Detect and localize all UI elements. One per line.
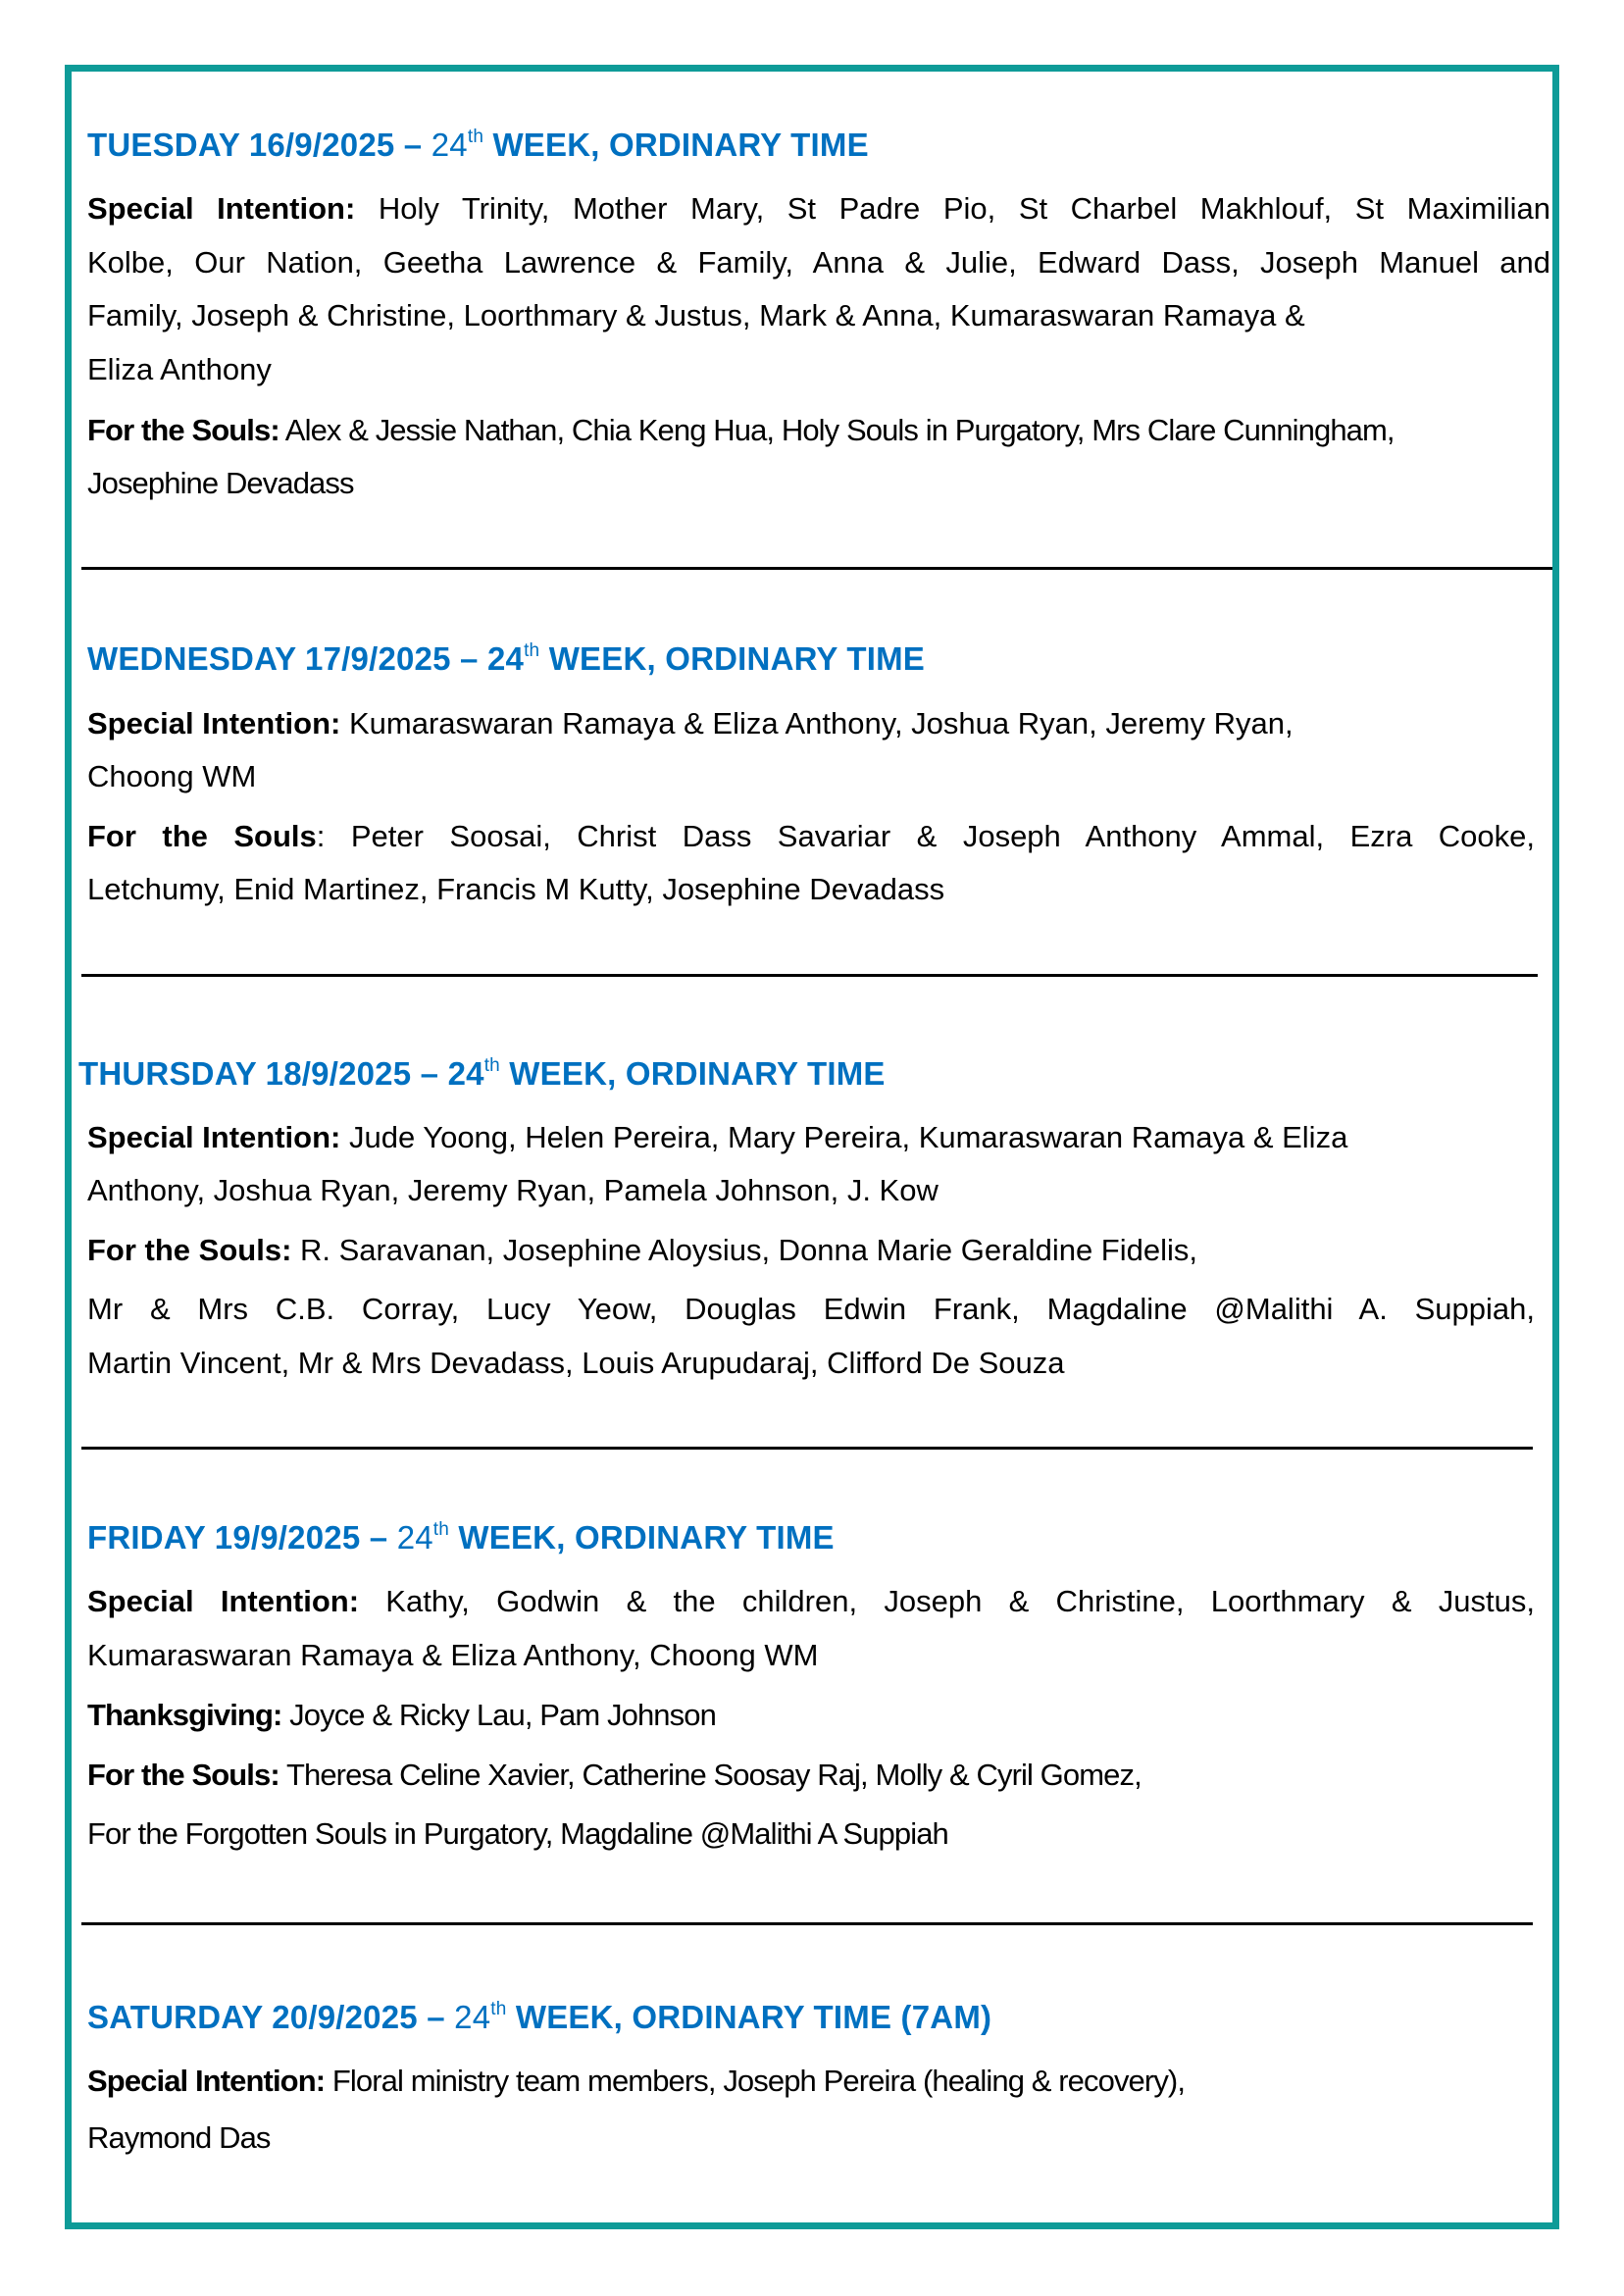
special-intention-text: Kumaraswaran Ramaya & Eliza Anthony, Choong WM [87, 1638, 819, 1672]
special-intention-line [87, 243, 1550, 282]
heading-day: SATURDAY 20/9/2025 – [87, 1999, 455, 2035]
special-intention-text: Raymond Das [87, 2120, 271, 2155]
heading-week-number: 24 [454, 1999, 491, 2035]
for-the-souls-line [87, 464, 354, 503]
special-intention-line [87, 189, 1550, 229]
for-the-souls-line [87, 1290, 1535, 1329]
special-intention-line [87, 757, 256, 796]
heading-week-number: 24 [486, 640, 525, 677]
for-the-souls-label: For the Souls [87, 819, 317, 853]
for-the-souls-line [87, 1756, 1142, 1795]
heading-ordinal-suffix: th [467, 127, 484, 147]
heading-ordinal-suffix: th [483, 1055, 500, 1076]
for-the-souls-text: Josephine Devadass [87, 466, 354, 500]
for-the-souls-text: For the Forgotten Souls in Purgatory, Magdaline @Malithi A Suppiah [87, 1816, 948, 1851]
for-the-souls-label: For the Souls: [87, 1233, 292, 1267]
special-intention-label: Special Intention: [87, 1584, 360, 1618]
special-intention-text: Kumaraswaran Ramaya & Eliza Anthony, Joshua Ryan, Jeremy Ryan, [340, 706, 1294, 740]
heading-ordinal-suffix: th [490, 1999, 507, 2019]
for-the-souls-text: Martin Vincent, Mr & Mrs Devadass, Louis Arupudaraj, Clifford De Souza [87, 1346, 1065, 1380]
for-the-souls-text: Mr & Mrs C.B. Corray, Lucy Yeow, Douglas Edwin Frank, Magdaline @Malithi A. Suppiah, [87, 1292, 1535, 1326]
for-the-souls-line [87, 817, 1535, 856]
for-the-souls-text: Alex & Jessie Nathan, Chia Keng Hua, Holy Souls in Purgatory, Mrs Clare Cunningham, [279, 413, 1395, 447]
section-heading-saturday [87, 1996, 991, 2039]
section-divider [81, 567, 1552, 570]
heading-week-number: 24 [447, 1055, 484, 1092]
heading-day: WEDNESDAY 17/9/2025 – [87, 640, 487, 677]
special-intention-line [87, 1582, 1535, 1621]
heading-week-number: 24 [396, 1519, 433, 1556]
for-the-souls-label: For the Souls: [87, 1758, 279, 1792]
section-divider [81, 974, 1538, 977]
for-the-souls-line [87, 411, 1395, 450]
special-intention-label: Special Intention: [87, 1120, 341, 1154]
special-intention-text: Choong WM [87, 759, 257, 793]
special-intention-text: Holy Trinity, Mother Mary, St Padre Pio, St Charbel Makhlouf, St Maximilian [355, 191, 1550, 226]
heading-ordinal-suffix: th [432, 1519, 450, 1540]
special-intention-text: Anthony, Joshua Ryan, Jeremy Ryan, Pamela Johnson, J. Kow [87, 1173, 939, 1207]
heading-day: THURSDAY 18/9/2025 – [78, 1055, 448, 1092]
for-the-souls-line [87, 1814, 948, 1854]
special-intention-line [87, 2118, 271, 2158]
for-the-souls-line [87, 1344, 1064, 1383]
for-the-souls-text: Letchumy, Enid Martinez, Francis M Kutty, Josephine Devadass [87, 872, 945, 906]
special-intention-text: Kathy, Godwin & the children, Joseph & Christine, Loorthmary & Justus, [359, 1584, 1535, 1618]
section-heading-friday [87, 1516, 835, 1559]
section-heading-thursday [78, 1052, 886, 1096]
heading-day: TUESDAY 16/9/2025 – [87, 127, 431, 163]
section-heading-tuesday [87, 124, 869, 167]
thanksgiving-text: Joyce & Ricky Lau, Pam Johnson [281, 1698, 716, 1732]
heading-week-number: 24 [431, 127, 468, 163]
special-intention-text: Floral ministry team members, Joseph Pereira (healing & recovery), [325, 2064, 1186, 2098]
special-intention-line [87, 2062, 1185, 2101]
heading-week-text: WEEK, ORDINARY TIME (7AM) [506, 1999, 992, 2035]
special-intention-label: Special Intention: [87, 2064, 326, 2098]
special-intention-line [87, 1636, 818, 1675]
special-intention-line [87, 296, 1305, 335]
section-divider [81, 1922, 1533, 1925]
heading-week-text: WEEK, ORDINARY TIME [483, 127, 869, 163]
special-intention-line [87, 1171, 939, 1210]
special-intention-line [87, 350, 272, 389]
for-the-souls-text: : Peter Soosai, Christ Dass Savariar & Joseph Anthony Ammal, Ezra Cooke, [316, 819, 1535, 853]
thanksgiving-line [87, 1696, 716, 1735]
special-intention-text: Eliza Anthony [87, 352, 272, 386]
section-divider [81, 1447, 1533, 1450]
for-the-souls-line [87, 1231, 1197, 1270]
heading-week-text: WEEK, ORDINARY TIME [449, 1519, 835, 1556]
heading-week-text: WEEK, ORDINARY TIME [499, 1055, 886, 1092]
for-the-souls-text: R. Saravanan, Josephine Aloysius, Donna Marie Geraldine Fidelis, [291, 1233, 1197, 1267]
special-intention-line [87, 1118, 1347, 1157]
special-intention-label: Special Intention: [87, 191, 356, 226]
special-intention-label: Special Intention: [87, 706, 341, 740]
special-intention-text: Family, Joseph & Christine, Loorthmary & Justus, Mark & Anna, Kumaraswaran Ramaya & [87, 298, 1305, 332]
special-intention-text: Jude Yoong, Helen Pereira, Mary Pereira, Kumaraswaran Ramaya & Eliza [340, 1120, 1348, 1154]
heading-ordinal-suffix: th [524, 640, 540, 661]
heading-week-text: WEEK, ORDINARY TIME [539, 640, 926, 677]
heading-day: FRIDAY 19/9/2025 – [87, 1519, 397, 1556]
thanksgiving-label: Thanksgiving: [87, 1698, 282, 1732]
for-the-souls-line [87, 870, 944, 909]
section-heading-wednesday [87, 638, 925, 681]
for-the-souls-label: For the Souls: [87, 413, 279, 447]
special-intention-text: Kolbe, Our Nation, Geetha Lawrence & Family, Anna & Julie, Edward Dass, Joseph Manuel and [87, 245, 1550, 280]
for-the-souls-text: Theresa Celine Xavier, Catherine Soosay Raj, Molly & Cyril Gomez, [279, 1758, 1142, 1792]
special-intention-line [87, 704, 1294, 743]
